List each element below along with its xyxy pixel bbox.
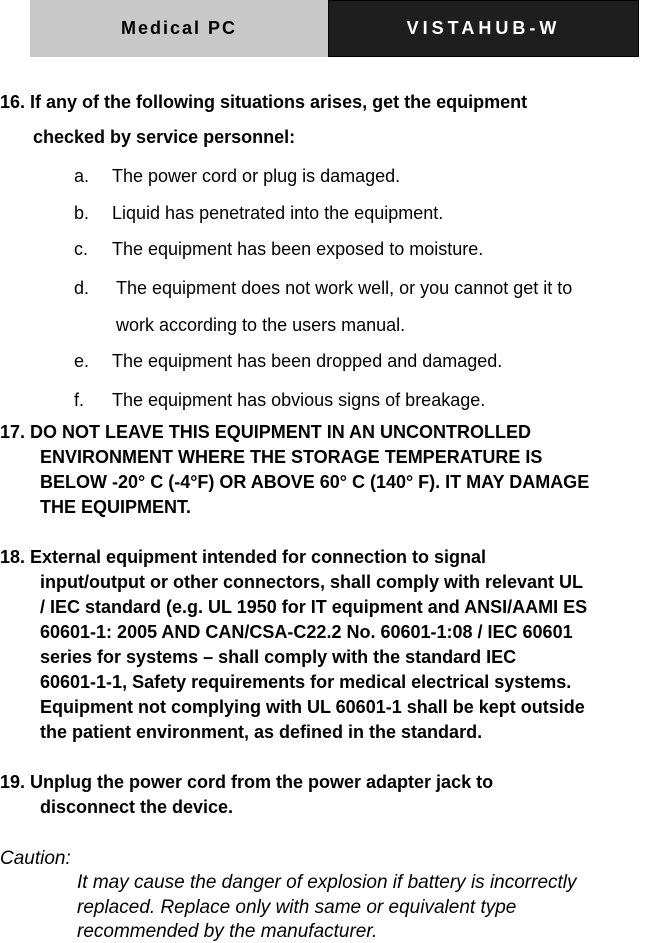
item-16-title-text-1: If any of the following situations arises, get the equipment: [30, 92, 528, 112]
paragraph-line: BELOW -20° C (-4°F) OR ABOVE 60° C (140° F). IT MAY DAMAGE: [40, 472, 590, 492]
header-tab-medical-pc: [30, 0, 328, 57]
item-16-title-line-1: [0, 92, 527, 113]
paragraph-line: THE EQUIPMENT.: [40, 497, 192, 517]
sub-item-text: The equipment has been exposed to moisture.: [112, 239, 484, 259]
sub-item-marker: d.: [74, 278, 90, 298]
sub-item-marker: f.: [74, 390, 85, 410]
sub-item-text: The equipment does not work well, or you cannot get it to: [116, 278, 573, 298]
paragraph-line: 60601-1: 2005 AND CAN/CSA-C22.2 No. 60601-1:08 / IEC 60601: [40, 622, 573, 642]
paragraph-line: 60601-1-1, Safety requirements for medical electrical systems.: [40, 672, 572, 692]
caution-line: replaced. Replace only with same or equivalent type: [77, 897, 517, 918]
sub-item-marker: b.: [74, 203, 90, 223]
paragraph-line: 18. External equipment intended for connection to signal: [0, 547, 487, 567]
paragraph-line: the patient environment, as defined in the standard.: [40, 722, 483, 742]
paragraph-line: 17. DO NOT LEAVE THIS EQUIPMENT IN AN UNCONTROLLED: [0, 422, 532, 442]
sub-item-text: work according to the users manual.: [116, 315, 406, 335]
paragraph-line: ENVIRONMENT WHERE THE STORAGE TEMPERATURE IS: [40, 447, 543, 467]
item-16-title-line-2: checked by service personnel:: [33, 127, 296, 147]
paragraph-line: disconnect the device.: [40, 797, 234, 817]
sub-item-marker: e.: [74, 351, 90, 371]
caution-line: recommended by the manufacturer.: [77, 921, 378, 942]
caution-label: Caution:: [0, 848, 71, 869]
item-16-number: 16.: [0, 92, 26, 112]
sub-item-marker: c.: [74, 239, 89, 259]
caution-line: It may cause the danger of explosion if battery is incorrectly: [77, 872, 577, 893]
sub-item-text: Liquid has penetrated into the equipment.: [112, 203, 444, 223]
sub-item-text: The equipment has obvious signs of breakage.: [112, 390, 486, 410]
paragraph-line: Equipment not complying with UL 60601-1 shall be kept outside: [40, 697, 585, 717]
paragraph-line: 19. Unplug the power cord from the power adapter jack to: [0, 772, 494, 792]
sub-item-text: The equipment has been dropped and damaged.: [112, 351, 503, 371]
paragraph-line: / IEC standard (e.g. UL 1950 for IT equipment and ANSI/AAMI ES: [40, 597, 588, 617]
header-right-label: VISTAHUB-W: [406, 18, 561, 38]
paragraph-line: input/output or other connectors, shall comply with relevant UL: [40, 572, 584, 592]
sub-item-text: The power cord or plug is damaged.: [112, 166, 401, 186]
sub-item-marker: a.: [74, 166, 90, 186]
paragraph-line: series for systems – shall comply with the standard IEC: [40, 647, 517, 667]
header-left-label: Medical PC: [120, 18, 238, 38]
header-tab-model: [328, 0, 639, 57]
